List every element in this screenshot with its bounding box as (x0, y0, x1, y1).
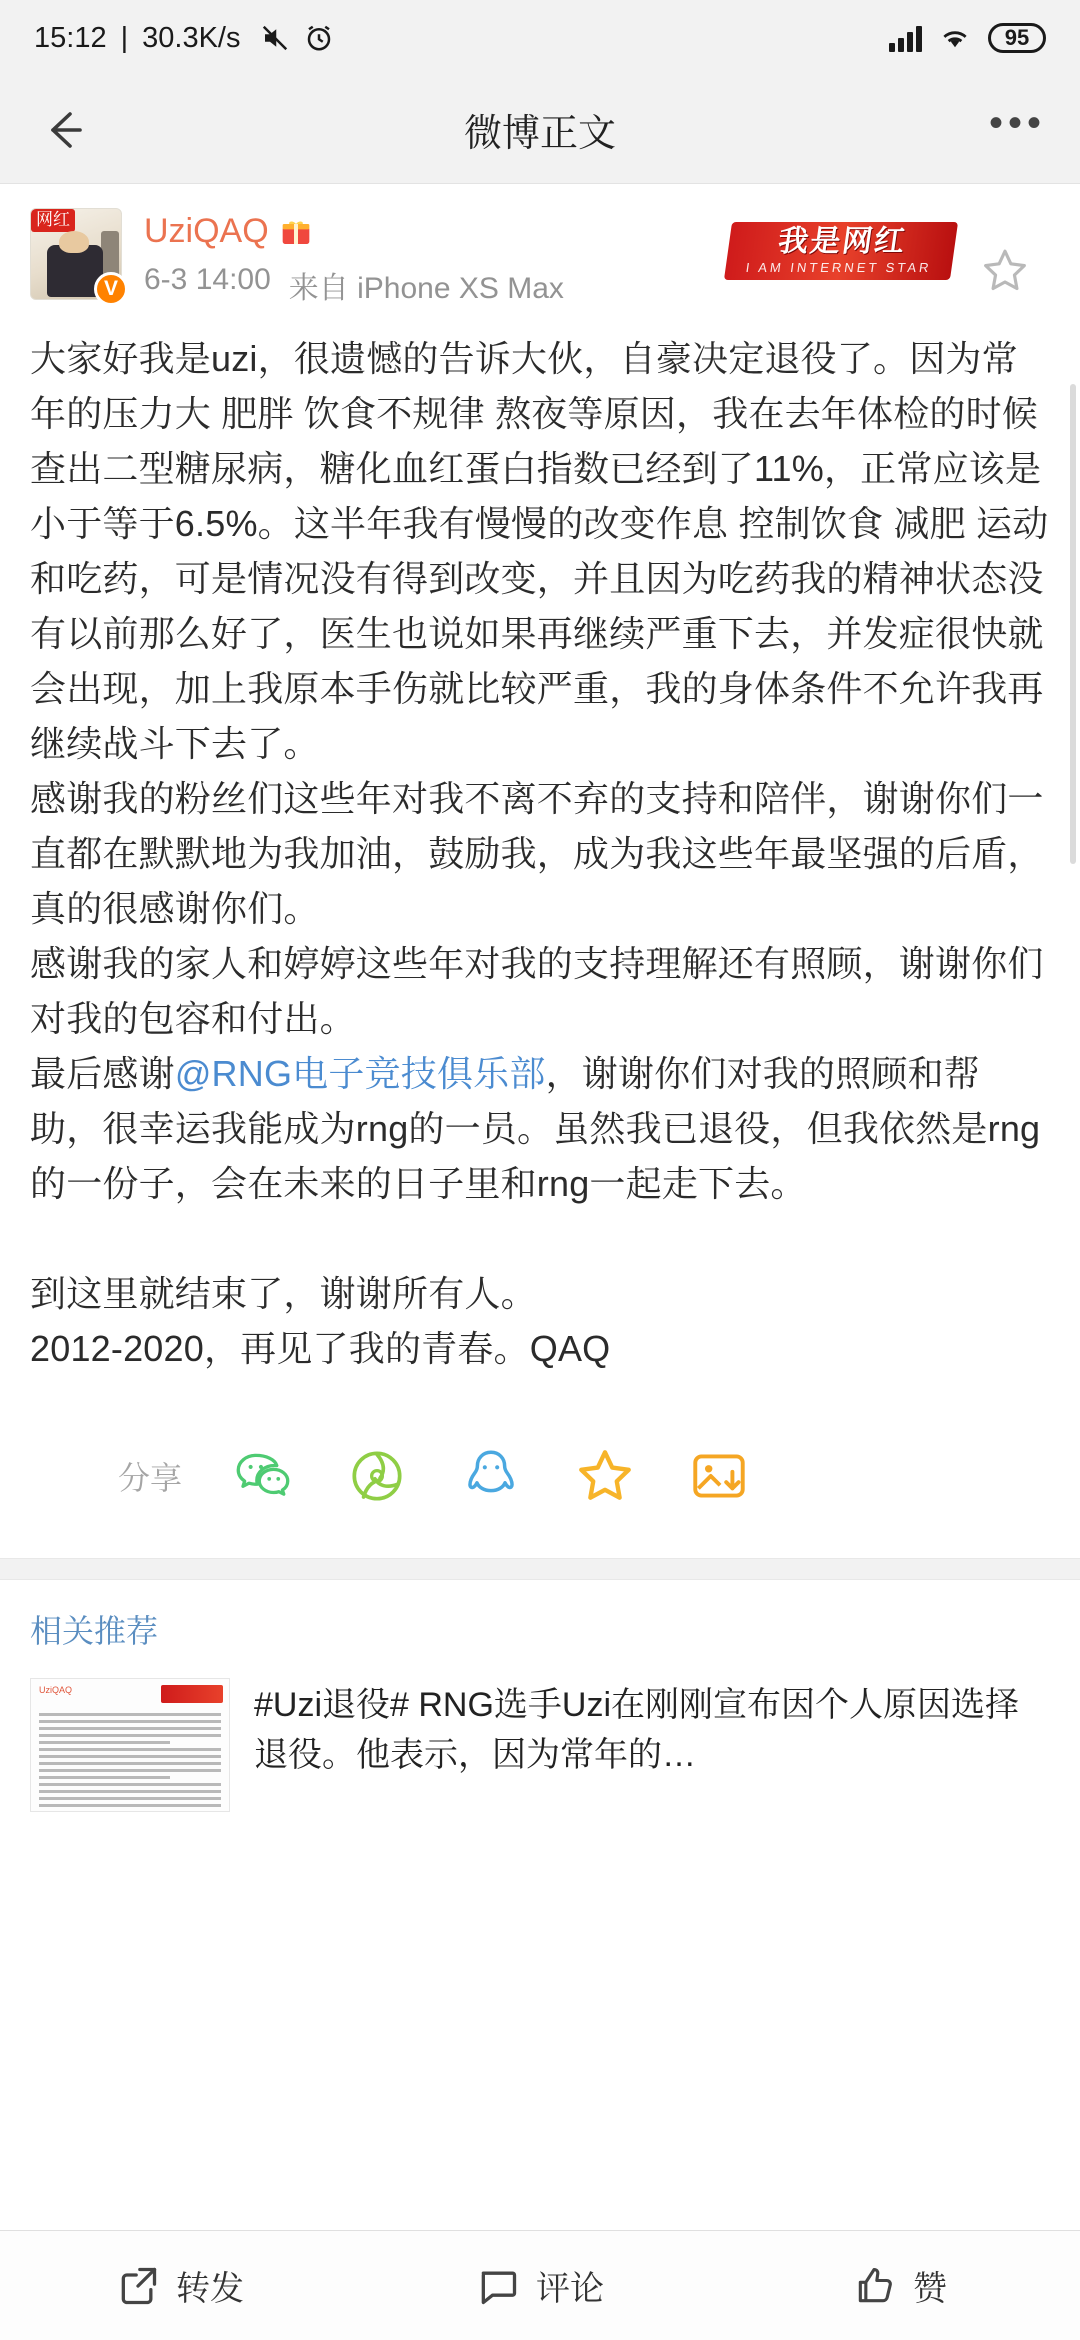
mention-link[interactable]: @RNG电子竞技俱乐部 (174, 1053, 546, 1094)
gift-badge-icon (279, 216, 313, 248)
status-left-icons (260, 23, 334, 53)
related-section (0, 1580, 1080, 1812)
post-paragraph-2: 感谢我的粉丝们这些年对我不离不弃的支持和陪伴，谢谢你们一直都在默默地为我加油，鼓励我，成为我这些年最坚强的后盾，真的很感谢你们。 (30, 778, 1044, 929)
verified-badge: V (94, 272, 128, 306)
battery-indicator: 95 (988, 23, 1046, 53)
post-closing-1: 到这里就结束了，谢谢所有人。 (30, 1273, 537, 1314)
share-label: 分享 (118, 1460, 183, 1496)
thumbnail-header-text: UziQAQ (39, 1685, 73, 1695)
status-bar (0, 0, 1080, 76)
post-meta (144, 263, 564, 307)
post-source: 来自 iPhone XS Max (288, 272, 564, 305)
repost-button[interactable] (0, 2261, 360, 2310)
more-options-button[interactable]: ••• (988, 100, 1046, 145)
related-title: 相关推荐 (30, 1613, 159, 1649)
alarm-icon (304, 23, 334, 53)
signal-icon (889, 24, 922, 52)
post-paragraph-1: 大家好我是uzi，很遗憾的告诉大伙，自豪决定退役了。因为常年的压力大 肥胖 饮食不规律 熬夜等原因，我在去年体检的时候查出二型糖尿病，糖化血红蛋白指数已经到了11%，正常应该是小于等于6.5%。这半年我有慢慢的改变作息 控制饮食 减肥 运动和吃药，可是情况没有得到改变，并且因为吃药我的精神状态没有以前那么好了，医生也说如果再继续严重下去，并发症很快就会出现，加上我原本手伤就比较严重，我的身体条件不允许我再继续战斗下去了。 (30, 338, 1049, 764)
status-left-group (34, 22, 334, 55)
favorite-star-icon[interactable] (572, 1443, 638, 1509)
save-image-icon[interactable] (686, 1443, 752, 1509)
comment-label: 评论 (536, 2270, 604, 2308)
post-paragraph-3: 感谢我的家人和婷婷这些年对我的支持理解还有照顾，谢谢你们对我的包容和付出。 (30, 943, 1044, 1039)
back-arrow-icon (40, 106, 88, 154)
article-thumbnail (30, 1678, 230, 1812)
banner-line-2: I AM INTERNET STAR (744, 260, 933, 275)
back-button[interactable] (34, 100, 94, 160)
paragraph-spacer (30, 1211, 1050, 1266)
post-scroll-area[interactable] (0, 184, 1080, 2230)
thumbnail-text-lines (39, 1713, 221, 1812)
status-separator: | (120, 21, 129, 54)
author-name[interactable]: UziQAQ (144, 212, 269, 250)
related-item-text: #Uzi退役# RNG选手Uzi在刚刚宣布因个人原因选择退役。他表示，因为常年的… (254, 1686, 1020, 1774)
star-outline-icon[interactable] (978, 244, 1032, 298)
post-time: 6-3 14:00 (144, 263, 271, 296)
share-row (30, 1416, 1050, 1536)
mention-suffix: ，谢谢你们对我的照顾和帮助，很幸运我能成为rng的一员。虽然我已退役，但我依然是rng的一份子，会在未来的日子里和rng一起走下去。 (30, 1053, 1041, 1204)
comment-button[interactable] (360, 2261, 720, 2310)
post-closing-2: 2012-2020，再见了我的青春。QAQ (30, 1328, 611, 1369)
post-header (30, 208, 1050, 307)
weibo-post (0, 184, 1080, 1536)
like-button[interactable] (720, 2261, 1080, 2310)
nav-bar (0, 76, 1080, 184)
repost-label: 转发 (176, 2270, 244, 2308)
banner-line-1: 我是网红 (776, 225, 909, 258)
list-item[interactable] (30, 1678, 1050, 1812)
wifi-icon (938, 24, 972, 52)
moments-icon[interactable] (344, 1443, 410, 1509)
section-divider (0, 1558, 1080, 1580)
status-right-group (889, 23, 1046, 53)
internet-celebrity-banner (724, 222, 958, 280)
bottom-action-bar (0, 2230, 1080, 2340)
like-icon (853, 2264, 897, 2308)
status-time: 15:12 (34, 21, 107, 54)
avatar-tag-label: 网红 (31, 209, 75, 232)
post-paragraph-mention (30, 1046, 1050, 1211)
mute-icon (260, 23, 290, 53)
status-net-speed: 30.3K/s (142, 21, 241, 54)
mention-prefix: 最后感谢 (30, 1053, 175, 1094)
comment-icon (476, 2264, 520, 2308)
qq-icon[interactable] (458, 1443, 524, 1509)
thumbnail-banner (161, 1685, 223, 1703)
author-row (144, 212, 564, 251)
post-author-block (144, 208, 564, 307)
avatar[interactable] (30, 208, 122, 300)
page-title: 微博正文 (463, 113, 616, 155)
wechat-icon[interactable] (230, 1443, 296, 1509)
post-content (30, 331, 1050, 1376)
repost-icon (116, 2264, 160, 2308)
like-label: 赞 (913, 2270, 947, 2308)
